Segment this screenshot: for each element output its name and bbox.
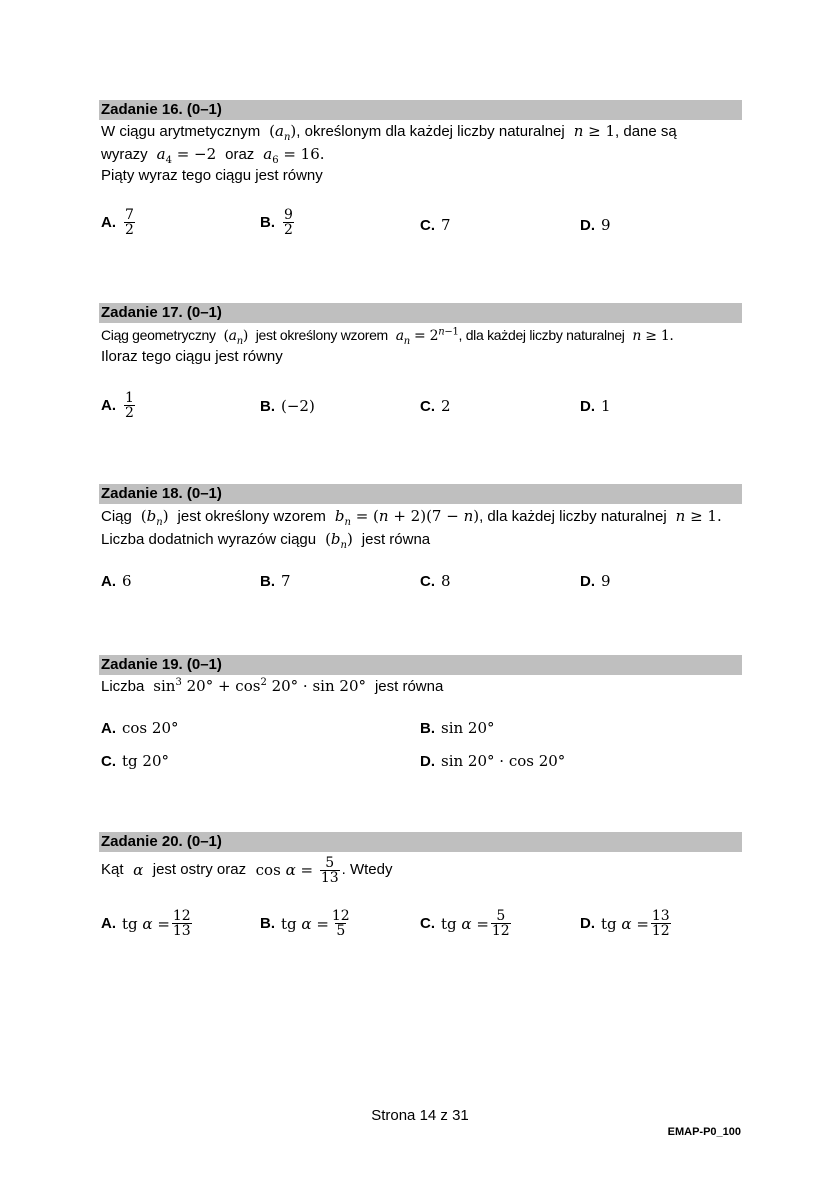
task-20 <box>99 832 742 939</box>
fraction: $\frac{1}{2}$ <box>125 390 134 421</box>
task-18 <box>99 484 742 590</box>
answer-option-b[interactable]: B. tg α = $\frac{12}{5}$ <box>260 908 350 939</box>
answer-option-a[interactable]: A. tg α = $\frac{12}{13}$ <box>101 908 191 939</box>
answer-option-c[interactable]: C. 7 <box>420 216 451 234</box>
fraction: $\frac{12}{5}$ <box>331 908 350 939</box>
task-text-line: Liczba dodatnich wyrazów ciągu $(b_n)$ jest równa <box>101 530 431 551</box>
task-text-line: Kąt α jest ostry oraz cos α = $\frac{5}{13}$ . Wtedy <box>101 854 393 886</box>
task-text-line: Piąty wyraz tego ciągu jest równy <box>101 167 323 184</box>
task-text-line: Ciąg geometryczny $(a_n)$ jest określony wzorem $a_n = 2^{n-1}$, dla każdej liczby naturalnej n ≥ 1. <box>101 326 674 347</box>
fraction: $\frac{13}{12}$ <box>651 908 670 939</box>
fraction: $\frac{12}{13}$ <box>172 908 191 939</box>
task-19 <box>99 655 742 770</box>
task-header: Zadanie 18. (0–1) <box>99 484 742 504</box>
exam-code: EMAP-P0_100 <box>667 1126 741 1138</box>
answer-option-d[interactable]: D. sin 20° · cos 20° <box>420 752 566 770</box>
answer-option-b[interactable]: B. 7 <box>260 572 291 590</box>
task-header: Zadanie 16. (0–1) <box>99 100 742 120</box>
task-header: Zadanie 19. (0–1) <box>99 655 742 675</box>
answer-option-a[interactable]: A. cos 20° <box>101 719 179 737</box>
answer-option-b[interactable]: B. (−2) <box>260 397 315 415</box>
answer-option-c[interactable]: C. tg 20° <box>101 752 169 770</box>
answer-option-b[interactable]: B. sin 20° <box>420 719 495 737</box>
answer-option-c[interactable]: C. tg α = $\frac{5}{12}$ <box>420 908 510 939</box>
task-17 <box>99 303 742 421</box>
task-text-line: Liczba $\sin^3 20^\circ + \cos^2 20^\circ \cdot \sin 20^\circ$ jest równa <box>101 677 444 695</box>
answer-option-d[interactable]: D. 1 <box>580 397 611 415</box>
task-text-line: Iloraz tego ciągu jest równy <box>101 348 283 365</box>
task-16 <box>99 100 742 238</box>
answer-option-b[interactable]: B. $\frac{9}{2}$ <box>260 207 293 238</box>
fraction: $\frac{5}{13}$ <box>320 854 339 886</box>
task-text-line: wyrazy $a_4 = -2$ oraz $a_6 = 16$. <box>101 145 325 166</box>
answer-option-c[interactable]: C. 2 <box>420 397 451 415</box>
fraction: $\frac{7}{2}$ <box>125 207 134 238</box>
answer-option-a[interactable]: A. $\frac{1}{2}$ <box>101 390 134 421</box>
task-text-line: Ciąg $(b_n)$ jest określony wzorem $b_n = (n + 2)(7 - n)$, dla każdej liczby naturalnej n ≥ 1. <box>101 507 722 528</box>
task-text-line: W ciągu arytmetycznym $(a_n)$, określonym dla każdej liczby naturalnej n ≥ 1, dane są <box>101 122 677 143</box>
page-number: Strona 14 z 31 <box>371 1107 469 1124</box>
fraction: $\frac{5}{12}$ <box>491 908 510 939</box>
answer-option-d[interactable]: D. 9 <box>580 216 611 234</box>
answer-option-d[interactable]: D. tg α = $\frac{13}{12}$ <box>580 908 670 939</box>
task-header: Zadanie 20. (0–1) <box>99 832 742 852</box>
answer-option-a[interactable]: A. $\frac{7}{2}$ <box>101 207 134 238</box>
answer-option-c[interactable]: C. 8 <box>420 572 451 590</box>
task-header: Zadanie 17. (0–1) <box>99 303 742 323</box>
fraction: $\frac{9}{2}$ <box>284 207 293 238</box>
answer-option-a[interactable]: A. 6 <box>101 572 132 590</box>
answer-option-d[interactable]: D. 9 <box>580 572 611 590</box>
